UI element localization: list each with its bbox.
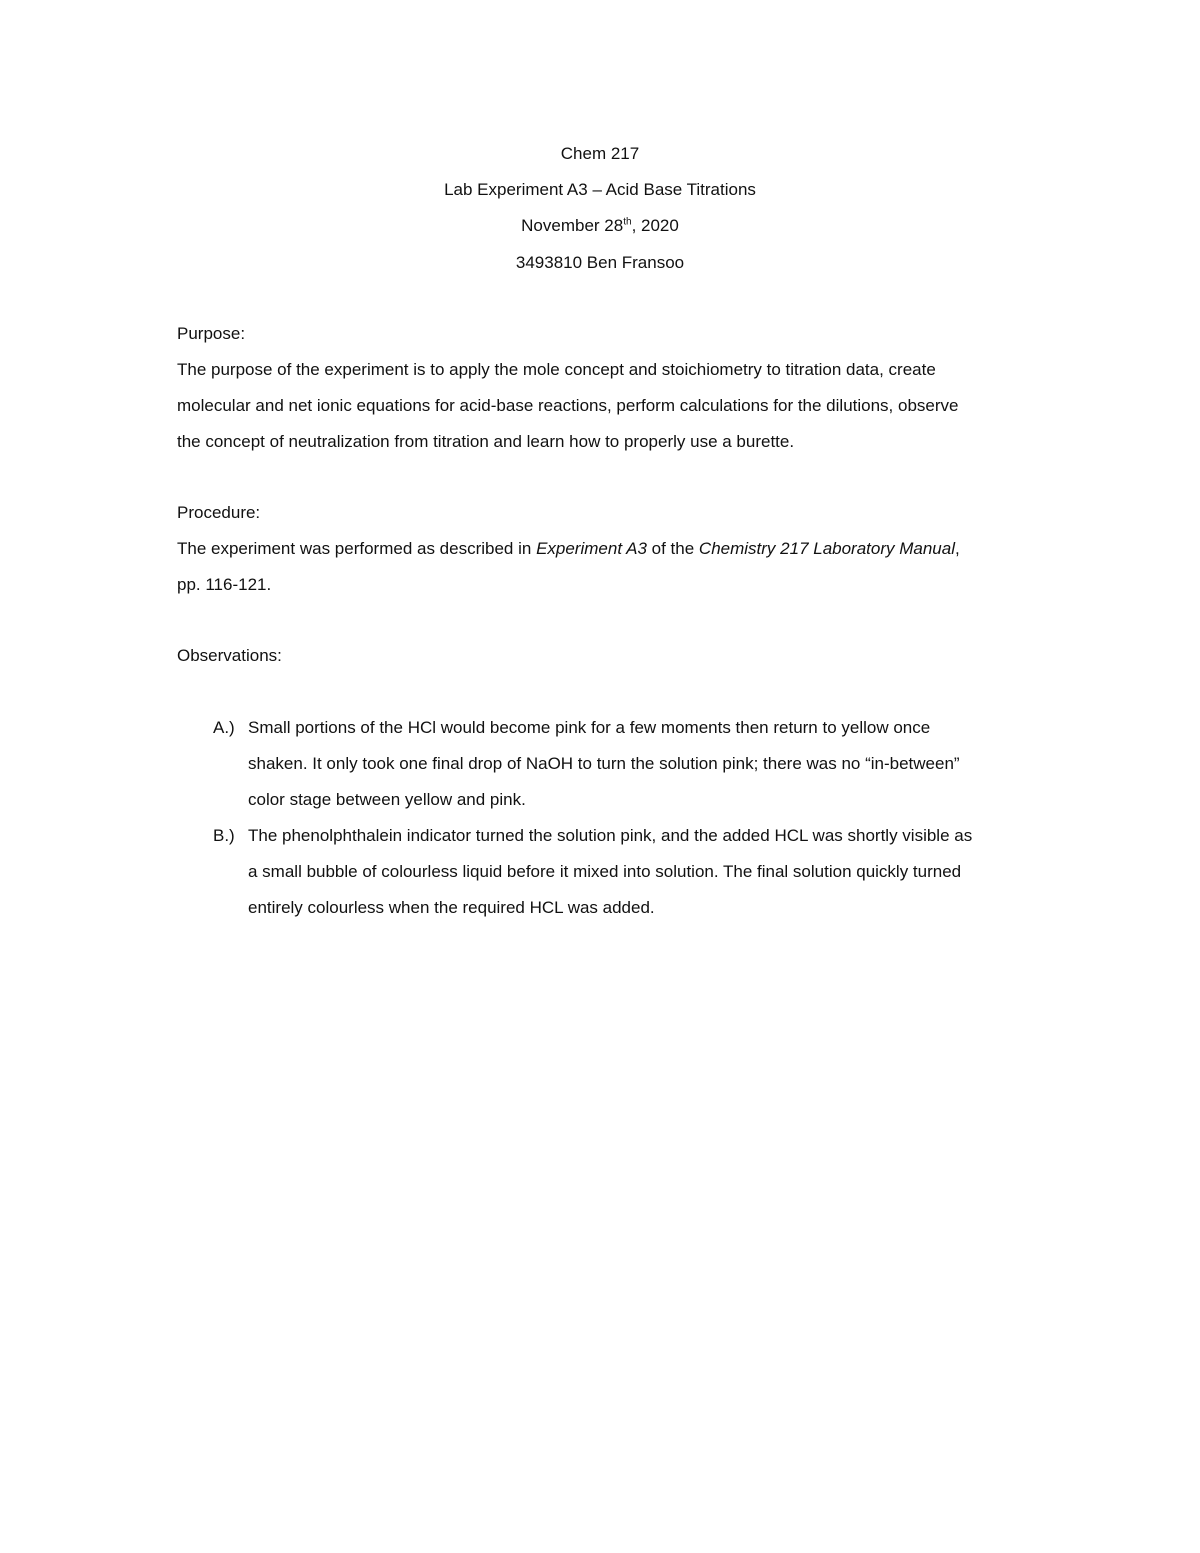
date-ordinal-suffix: th — [623, 216, 632, 228]
list-item-line: entirely colourless when the required HCL was added. — [248, 898, 655, 917]
procedure-text-b: of the — [646, 539, 699, 558]
report-date — [0, 215, 1200, 237]
purpose-line-3: the concept of neutralization from titration and learn how to properly use a burette. — [177, 432, 795, 451]
experiment-title: Lab Experiment A3 – Acid Base Titrations — [444, 180, 756, 199]
course-title: Chem 217 — [560, 144, 640, 163]
student-id-name: 3493810 Ben Fransoo — [515, 253, 685, 272]
procedure-manual-ref: Chemistry 217 Laboratory Manual — [698, 539, 955, 558]
list-item-marker: A.) — [213, 718, 235, 737]
list-item-line: Small portions of the HCl would become pink for a few moments then return to yellow once — [248, 718, 931, 737]
purpose-heading: Purpose: — [177, 324, 246, 343]
procedure-text-c: , — [955, 539, 960, 558]
list-item-line: color stage between yellow and pink. — [248, 790, 526, 809]
procedure-line-1 — [177, 538, 960, 560]
purpose-line-1: The purpose of the experiment is to apply the mole concept and stoichiometry to titration data, create — [177, 360, 936, 379]
list-item-marker: B.) — [213, 826, 235, 845]
procedure-experiment-ref: Experiment A3 — [536, 539, 647, 558]
list-item-line: a small bubble of colourless liquid before it mixed into solution. The final solution quickly turned — [248, 862, 962, 881]
purpose-line-2: molecular and net ionic equations for acid-base reactions, perform calculations for the dilutions, observe — [177, 396, 959, 415]
list-item-line: The phenolphthalein indicator turned the solution pink, and the added HCL was shortly visible as — [248, 826, 973, 845]
observations-heading: Observations: — [177, 646, 282, 665]
procedure-line-2: pp. 116-121. — [177, 575, 272, 594]
procedure-text-a: The experiment was performed as described in — [177, 539, 537, 558]
procedure-heading: Procedure: — [177, 503, 261, 522]
date-year: , 2020 — [631, 216, 679, 235]
list-item-line: shaken. It only took one final drop of NaOH to turn the solution pink; there was no “in-between” — [248, 754, 960, 773]
date-month-day: November 28 — [521, 216, 624, 235]
